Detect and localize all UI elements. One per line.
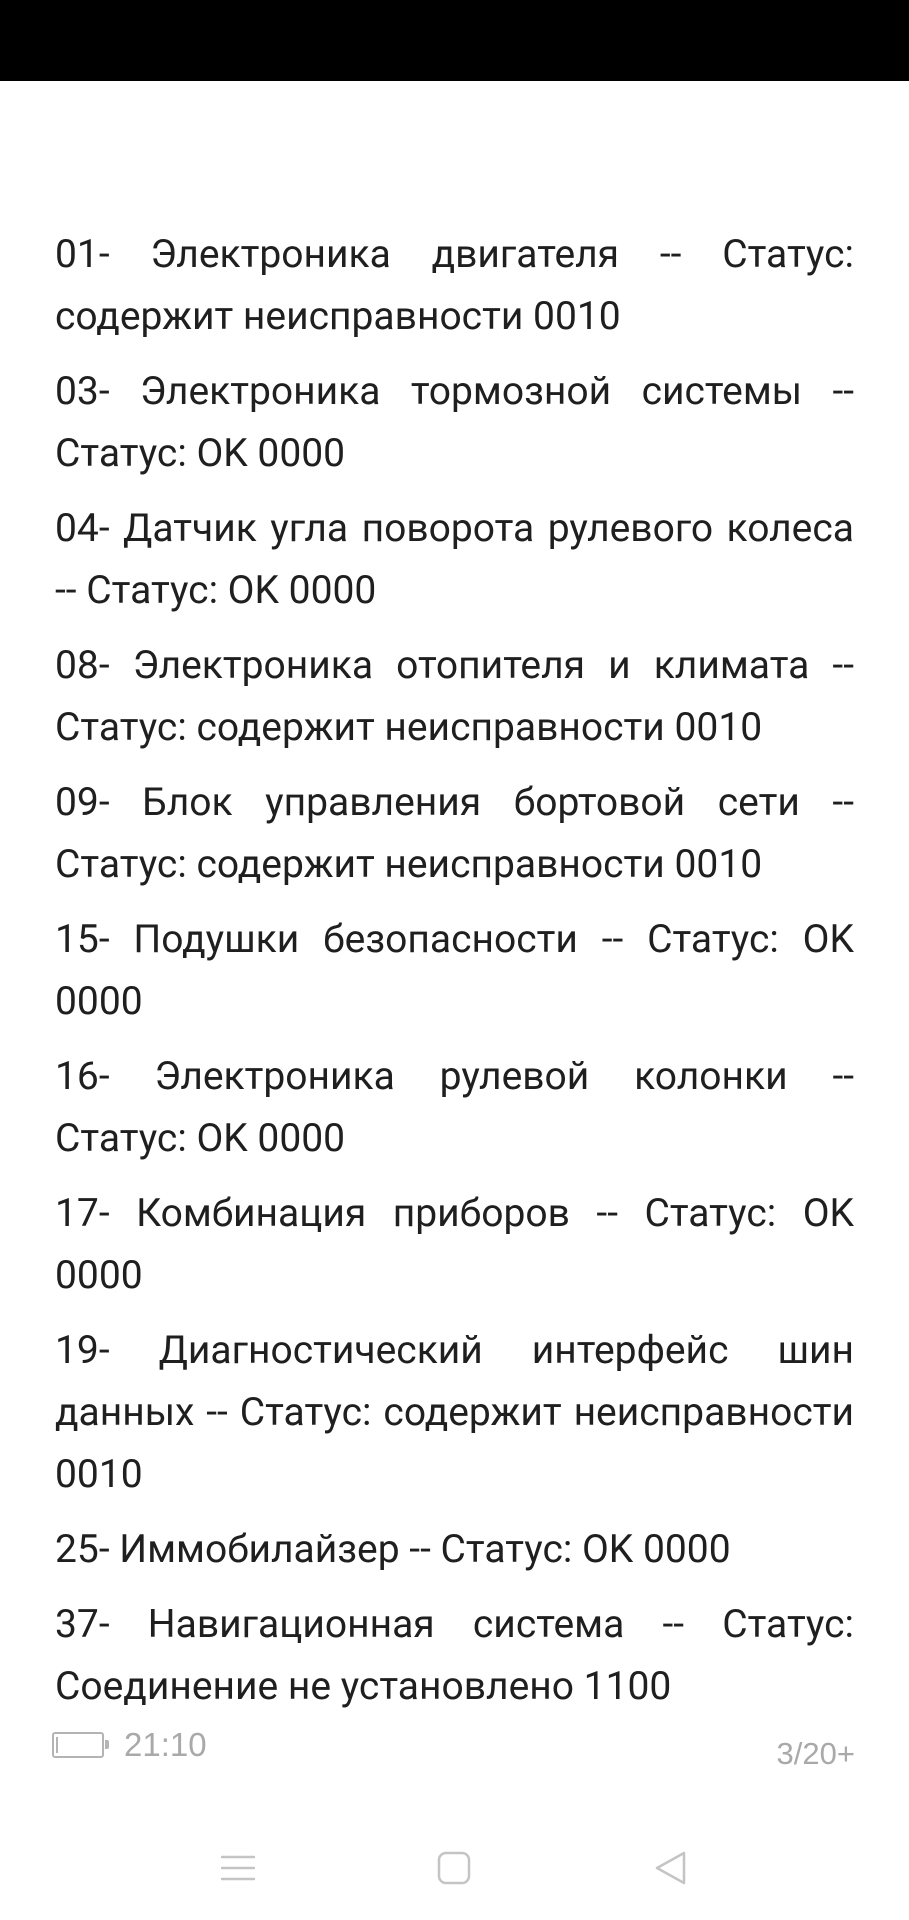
menu-icon [221,1853,255,1883]
page-counter: 3/20+ [776,1736,855,1771]
status-bar [0,0,909,81]
entry-04: 04- Датчик угла поворота рулевого колеса -- Статус: OK 0000 [55,505,854,613]
menu-button[interactable] [208,1838,268,1898]
home-square-icon [437,1851,471,1885]
entry-16: 16- Электроника рулевой колонки -- Статус: OK 0000 [55,1053,854,1161]
entry-15: 15- Подушки безопасности -- Статус: OK 0000 [55,916,854,1024]
entry-19: 19- Диагностический интерфейс шин данных -- Статус: содержит неисправности 0010 [55,1327,854,1497]
entry-25: 25- Иммобилайзер -- Статус: OK 0000 [55,1526,731,1572]
battery-level [56,1737,58,1753]
entry-17: 17- Комбинация приборов -- Статус: OK 0000 [55,1190,854,1298]
entry-08: 08- Электроника отопителя и климата -- Статус: содержит неисправности 0010 [55,642,854,750]
home-button[interactable] [424,1838,484,1898]
entry-01: 01- Электроника двигателя -- Статус: содержит неисправности 0010 [55,231,854,339]
document-text [55,223,854,1730]
entry-37: 37- Навигационная система -- Статус: Соединение не установлено 1100 [55,1601,854,1709]
back-triangle-icon [653,1850,687,1886]
entry-09: 09- Блок управления бортовой сети -- Статус: содержит неисправности 0010 [55,779,854,887]
back-button[interactable] [640,1838,700,1898]
entry-03: 03- Электроника тормозной системы -- Статус: OK 0000 [55,368,854,476]
reader-footer [52,1725,207,1765]
clock: 21:10 [124,1726,207,1763]
battery-low-icon [52,1732,104,1758]
navigation-bar [0,1820,909,1910]
